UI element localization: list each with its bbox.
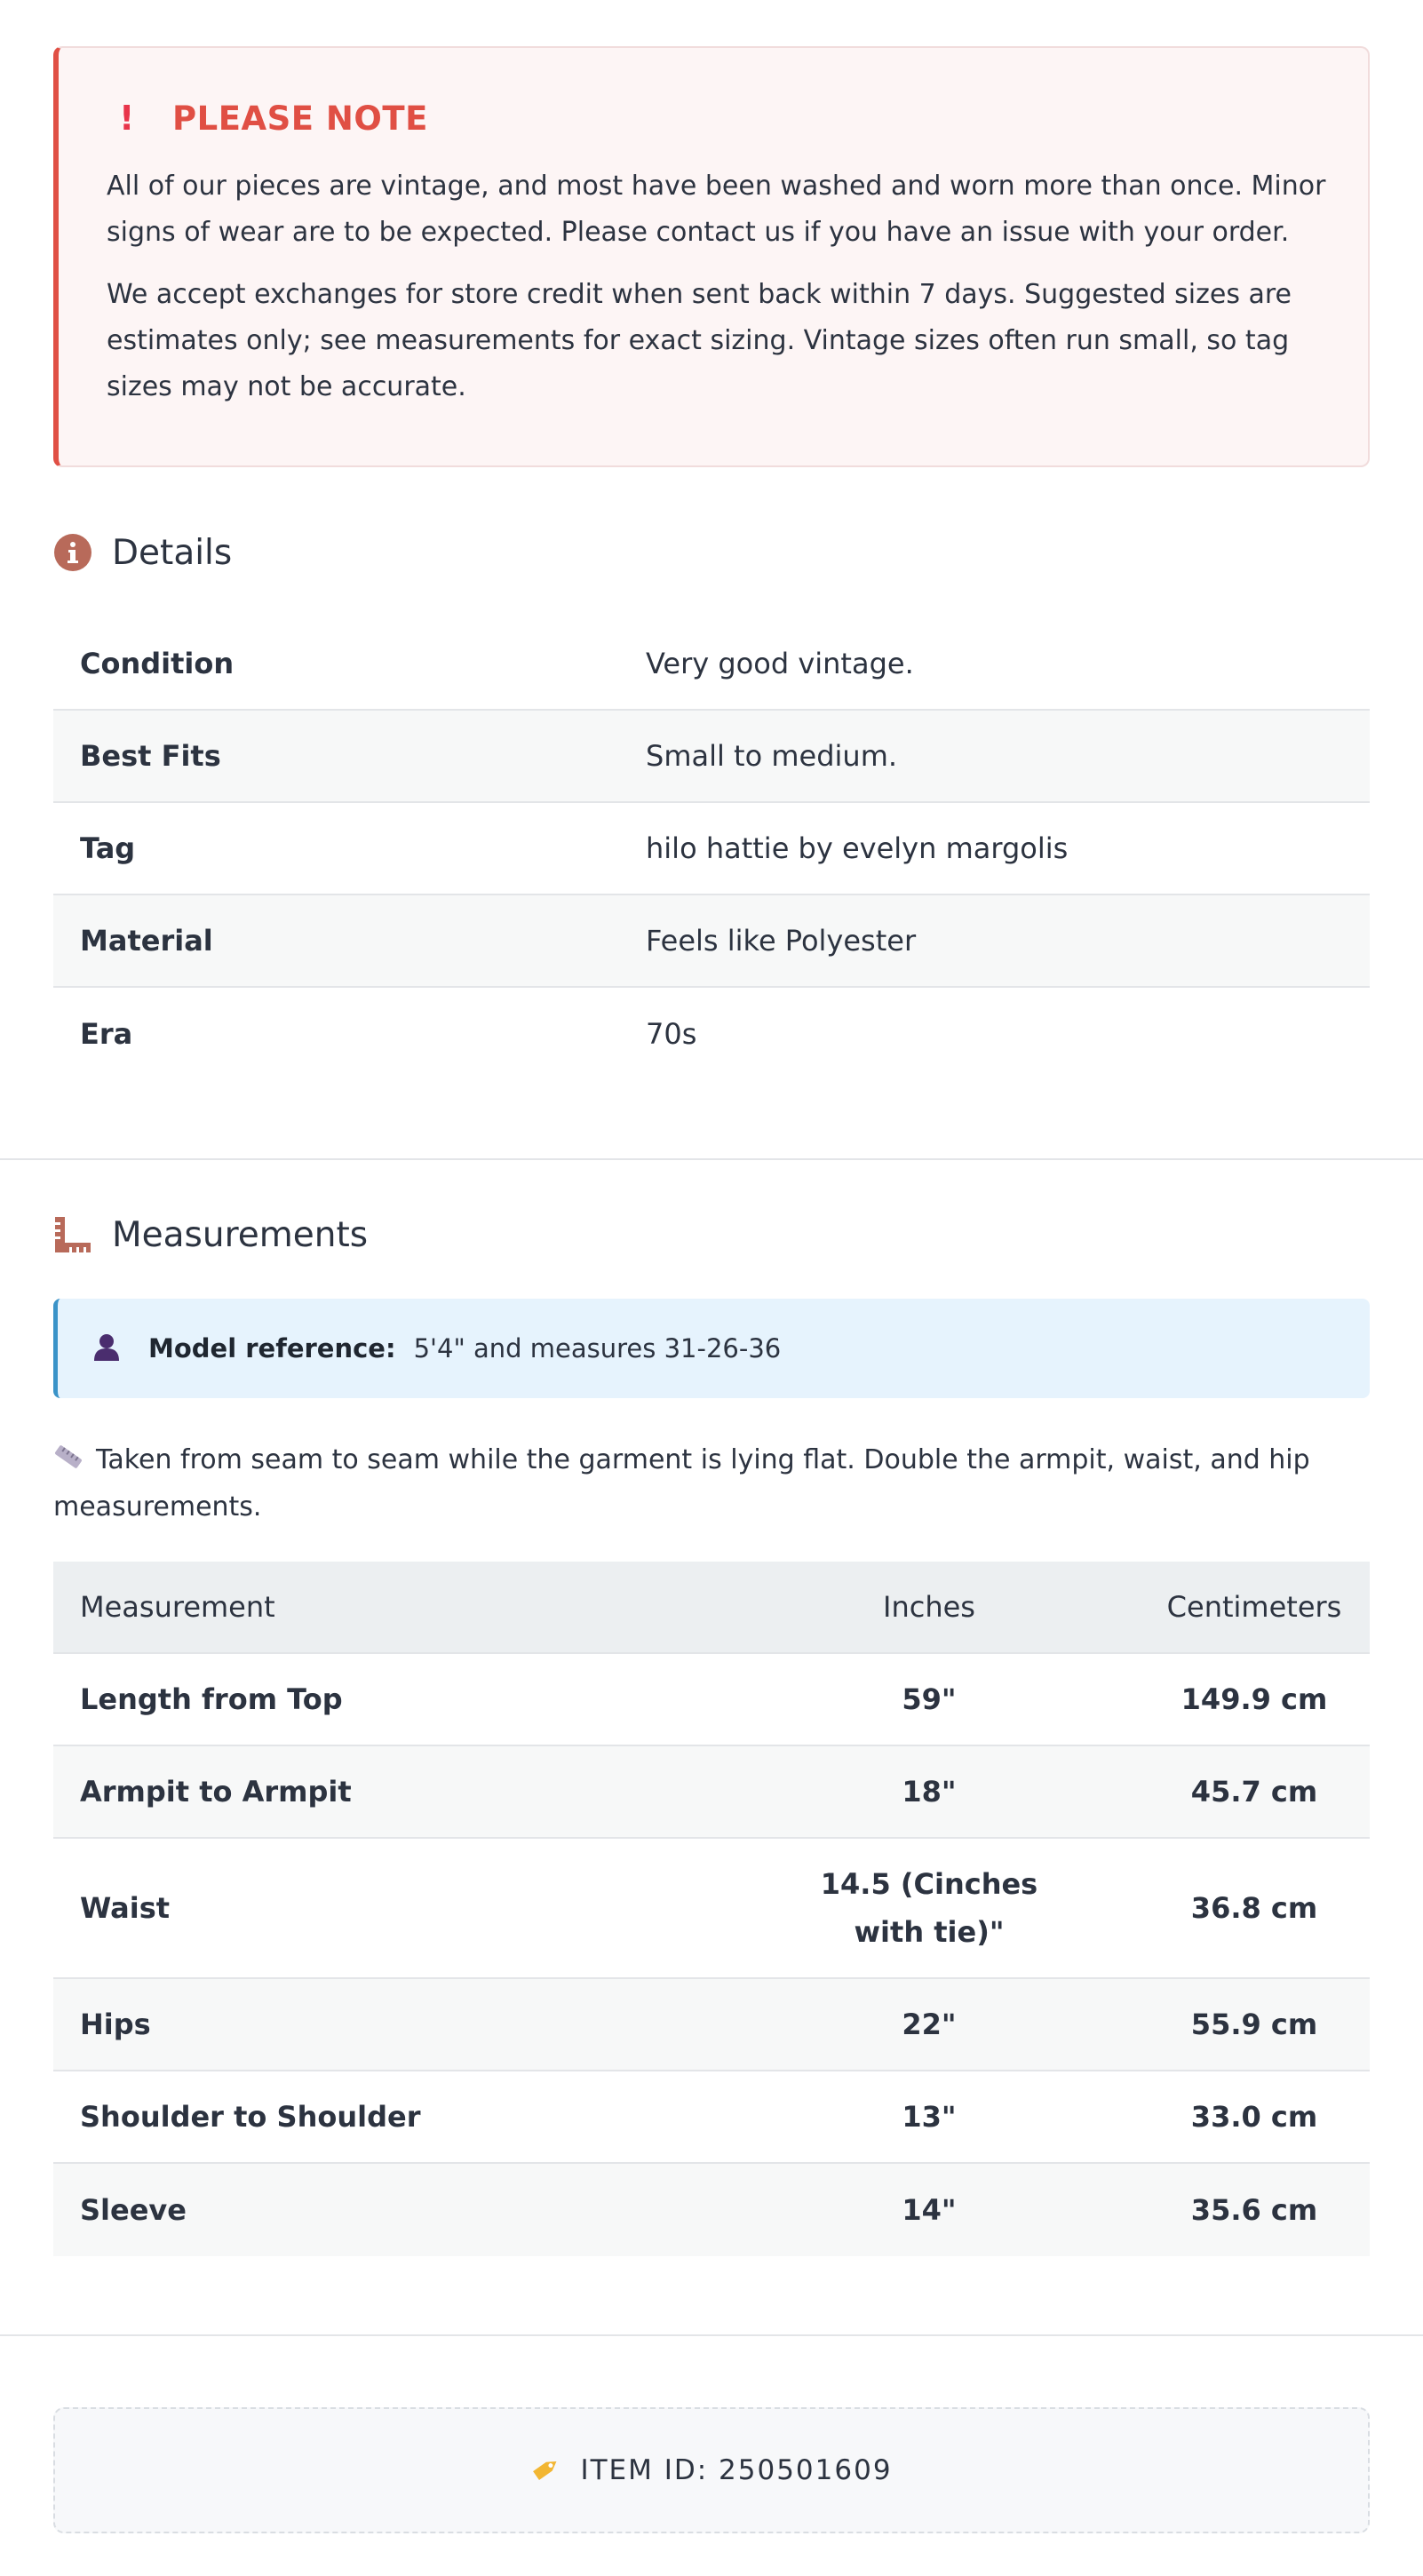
- detail-label: Best Fits: [80, 739, 221, 773]
- detail-value: 70s: [646, 1017, 697, 1051]
- notice-box: [53, 46, 1370, 467]
- measurement-cm: 35.6 cm: [1190, 2193, 1318, 2227]
- tag-icon: [530, 2453, 562, 2488]
- measurement-name: Length from Top: [80, 1682, 343, 1716]
- detail-value: Very good vintage.: [646, 647, 914, 680]
- table-row: [53, 1746, 1370, 1839]
- detail-label: Material: [80, 924, 213, 958]
- measurement-inches: 13": [902, 2100, 957, 2134]
- measurement-name: Armpit to Armpit: [80, 1775, 352, 1809]
- section-divider: [0, 1158, 1423, 1160]
- column-header: Inches: [883, 1590, 975, 1624]
- measurement-inches: 22": [902, 2008, 957, 2041]
- measurement-name: Waist: [80, 1891, 171, 1925]
- details-title: Details: [112, 532, 233, 573]
- model-reference-label: Model reference:: [148, 1333, 396, 1364]
- measurement-name: Hips: [80, 2008, 151, 2041]
- details-table: [53, 618, 1370, 1080]
- notice-paragraph: All of our pieces are vintage, and most have been washed and worn more than once. Minor signs of wear are to be expected. Please contact us if you have an issue with your order.: [107, 171, 1326, 248]
- measurement-note: [53, 1437, 1315, 1530]
- measurement-cm: 149.9 cm: [1181, 1682, 1328, 1716]
- ruler-combined-icon: [53, 1215, 92, 1254]
- measurement-cm: 45.7 cm: [1190, 1775, 1318, 1809]
- table-row: [53, 2071, 1370, 2164]
- table-row: [53, 618, 1370, 711]
- table-header-row: [53, 1562, 1370, 1654]
- table-row: [53, 2164, 1370, 2256]
- item-id: ITEM ID: 250501609: [580, 2454, 893, 2486]
- exclamation-icon: !: [119, 99, 135, 138]
- notice-paragraph: We accept exchanges for store credit when sent back within 7 days. Suggested sizes are estimates only; see measurements for exact sizing. Vintage sizes often run small, so tag sizes may not be accurate.: [107, 279, 1292, 402]
- section-divider: [0, 2334, 1423, 2336]
- table-row: [53, 711, 1370, 803]
- measurement-cm: 55.9 cm: [1190, 2008, 1318, 2041]
- info-circle-icon: [53, 533, 92, 572]
- notice-header: [107, 98, 1322, 139]
- measurement-inches: 59": [902, 1682, 957, 1716]
- table-row: [53, 988, 1370, 1080]
- notice-title: PLEASE NOTE: [172, 99, 428, 138]
- ruler-icon: [53, 1438, 83, 1484]
- model-reference: [53, 1299, 1370, 1398]
- column-header: Centimeters: [1166, 1590, 1342, 1624]
- detail-value: Feels like Polyester: [646, 924, 917, 958]
- model-reference-value: 5'4" and measures 31-26-36: [413, 1333, 782, 1364]
- measurements-header: [53, 1208, 368, 1261]
- measurement-note-text: Taken from seam to seam while the garment is lying flat. Double the armpit, waist, and hip measurements.: [53, 1444, 1310, 1523]
- table-row: [53, 1654, 1370, 1746]
- measurement-inches: 14": [902, 2193, 957, 2227]
- detail-value: hilo hattie by evelyn margolis: [646, 831, 1069, 865]
- details-header: [53, 526, 232, 579]
- detail-label: Condition: [80, 647, 235, 680]
- table-row: [53, 1839, 1370, 1979]
- measurement-cm: 36.8 cm: [1190, 1891, 1318, 1925]
- table-row: [53, 803, 1370, 895]
- measurement-inches: 14.5 (Cinches with tie)": [820, 1867, 1038, 1949]
- table-row: [53, 895, 1370, 988]
- measurement-cm: 33.0 cm: [1190, 2100, 1318, 2134]
- measurements-table: [53, 1562, 1370, 2256]
- measurement-name: Sleeve: [80, 2193, 187, 2227]
- measurement-name: Shoulder to Shoulder: [80, 2100, 421, 2134]
- measurement-inches: 18": [902, 1775, 957, 1809]
- detail-label: Era: [80, 1017, 133, 1051]
- detail-label: Tag: [80, 831, 136, 865]
- detail-value: Small to medium.: [646, 739, 898, 773]
- column-header: Measurement: [80, 1590, 275, 1624]
- item-id-box: [53, 2407, 1370, 2533]
- measurements-title: Measurements: [112, 1214, 369, 1255]
- table-row: [53, 1979, 1370, 2071]
- user-icon: [91, 1332, 122, 1365]
